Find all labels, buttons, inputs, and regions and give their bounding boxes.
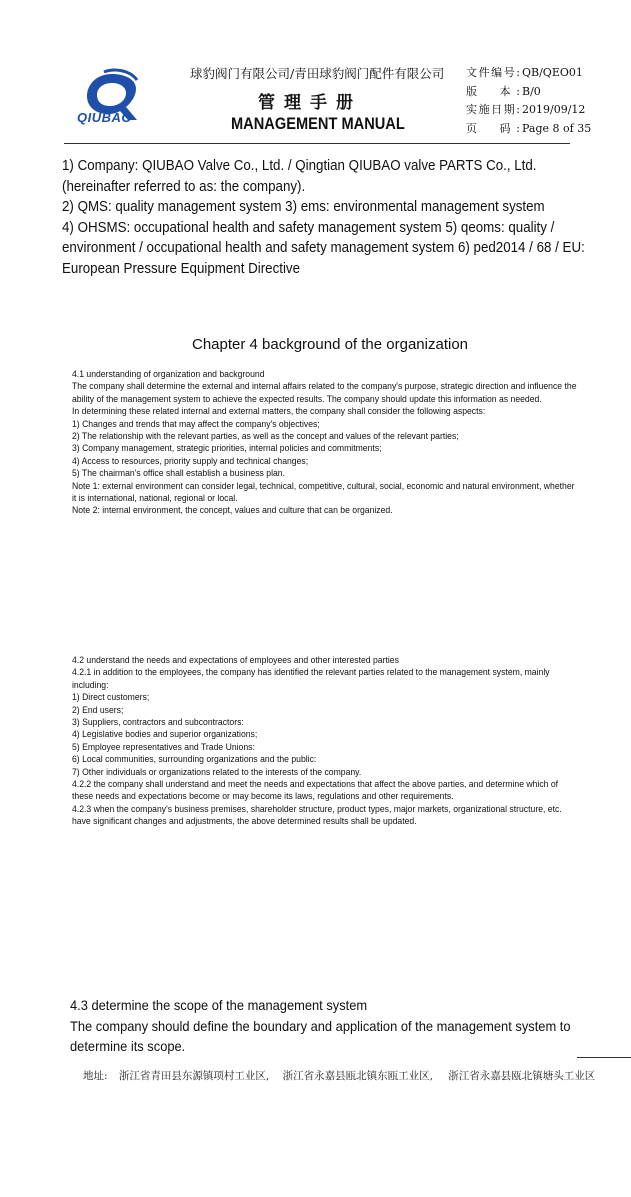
logo-text: QIUBAO bbox=[77, 110, 132, 125]
section-line: 3) Suppliers, contractors and subcontractors: bbox=[72, 717, 244, 729]
page-header bbox=[0, 0, 631, 150]
section-4-3 bbox=[70, 995, 590, 1057]
section-line: The company should define the boundary and application of the management system to bbox=[70, 1017, 571, 1034]
effective-date-value: 2019/09/12 bbox=[522, 103, 586, 116]
manual-title-cn: 管理手册 bbox=[258, 93, 362, 113]
document-info bbox=[466, 64, 591, 138]
intro-line: European Pressure Equipment Directive bbox=[62, 260, 301, 277]
section-line: Note 1: external environment can consider legal, technical, competitive, cultural, social, economic and natural environment, whether bbox=[72, 480, 575, 492]
address-label: 地址: bbox=[83, 1070, 108, 1082]
header-divider bbox=[64, 143, 570, 144]
manual-title-en: MANAGEMENT MANUAL bbox=[231, 114, 405, 133]
section-line: 4) Legislative bodies and superior organizations; bbox=[72, 729, 258, 741]
section-line: The company shall determine the external and internal affairs related to the company's purpose, strategic direction and influence the bbox=[72, 381, 577, 393]
address-3: 浙江省永嘉县瓯北镇塘头工业区 bbox=[448, 1070, 596, 1082]
section-line: 4) Access to resources, priority supply and technical changes; bbox=[72, 455, 309, 467]
company-name-cn: 球豹阀门有限公司/青田球豹阀门配件有限公司 bbox=[190, 66, 445, 81]
section-heading: 4.3 determine the scope of the management system bbox=[70, 997, 368, 1013]
section-line: 5) Employee representatives and Trade Unions: bbox=[72, 741, 255, 753]
address-2: 浙江省永嘉县瓯北镇东瓯工业区, bbox=[282, 1070, 433, 1082]
section-line: 7) Other individuals or organizations related to the interests of the company. bbox=[72, 766, 362, 778]
intro-line: environment / occupational health and safety management system 6) ped2014 / 68 / EU: bbox=[62, 240, 585, 256]
doc-number-label: 文件编号: bbox=[466, 66, 520, 79]
section-line: 4.1 understanding of organization and background bbox=[72, 369, 265, 380]
chapter-title: Chapter 4 background of the organization bbox=[191, 336, 469, 353]
section-line: Note 2: internal environment, the concept, values and culture that can be organized. bbox=[72, 505, 393, 517]
section-line: 6) Local communities, surrounding organizations and the public: bbox=[72, 754, 317, 766]
section-line: ability of the management system to achieve the expected results. The company should update this information as needed. bbox=[72, 393, 542, 405]
section-line: including: bbox=[72, 679, 109, 691]
section-line: 1) Changes and trends that may affect the company's objectives; bbox=[72, 418, 320, 430]
intro-line: 1) Company: QIUBAO Valve Co., Ltd. / Qingtian QIUBAO valve PARTS Co., Ltd. bbox=[62, 158, 537, 174]
section-4-2 bbox=[72, 655, 592, 829]
section-line: 2) End users; bbox=[72, 704, 124, 716]
section-line: 5) The chairman's office shall establish a business plan. bbox=[72, 468, 285, 480]
section-line: 4.2 understand the needs and expectations of employees and other interested parties bbox=[72, 655, 399, 666]
effective-date-label: 实施日期: bbox=[466, 103, 520, 116]
footer-divider bbox=[577, 1057, 631, 1058]
section-line: 4.2.1 in addition to the employees, the company has identified the relevant parties related to the management system, mainly bbox=[72, 667, 550, 679]
effective-date-row bbox=[466, 101, 591, 120]
version-label: 版 本: bbox=[466, 84, 520, 98]
section-line: have significant changes and adjustments, the above determined results shall be updated. bbox=[72, 816, 417, 828]
section-line: 2) The relationship with the relevant parties, as well as the concept and values of the relevant parties; bbox=[72, 431, 459, 443]
section-line: In determining these related internal and external matters, the company shall consider the following aspects: bbox=[72, 406, 486, 418]
section-line: 4.2.2 the company shall understand and meet the needs and expectations that affect the above parties, and determine which of bbox=[72, 779, 559, 791]
page-number-value: Page 8 of 35 bbox=[522, 121, 592, 135]
section-line: these needs and expectations become or may become its laws, regulations and other requirements. bbox=[72, 791, 454, 803]
version-row bbox=[466, 83, 591, 102]
page-footer bbox=[83, 1068, 595, 1083]
version-value: B/0 bbox=[522, 84, 541, 98]
section-line: 1) Direct customers; bbox=[72, 692, 150, 704]
intro-line: 4) OHSMS: occupational health and safety management system 5) qeoms: quality / bbox=[62, 219, 555, 236]
abbreviations-block bbox=[62, 156, 585, 279]
section-line: it is international, national, regional or local. bbox=[72, 493, 238, 505]
page-number-row bbox=[466, 120, 591, 139]
doc-number-row bbox=[466, 64, 591, 83]
address-1: 浙江省青田县东源镇项村工业区, bbox=[118, 1070, 270, 1082]
intro-line: 2) QMS: quality management system 3) ems: environmental management system bbox=[62, 199, 545, 215]
section-4-1 bbox=[72, 369, 592, 518]
section-line: determine its scope. bbox=[70, 1038, 186, 1054]
page-number-label: 页 码: bbox=[466, 121, 520, 135]
section-line: 4.2.3 when the company's business premises, shareholder structure, product types, major markets, organizational structure, etc. bbox=[72, 803, 562, 815]
doc-number-value: QB/QEO01 bbox=[522, 66, 583, 79]
intro-line: (hereinafter referred to as: the company). bbox=[62, 178, 306, 195]
section-line: 3) Company management, strategic priorities, internal policies and commitments; bbox=[72, 443, 382, 455]
